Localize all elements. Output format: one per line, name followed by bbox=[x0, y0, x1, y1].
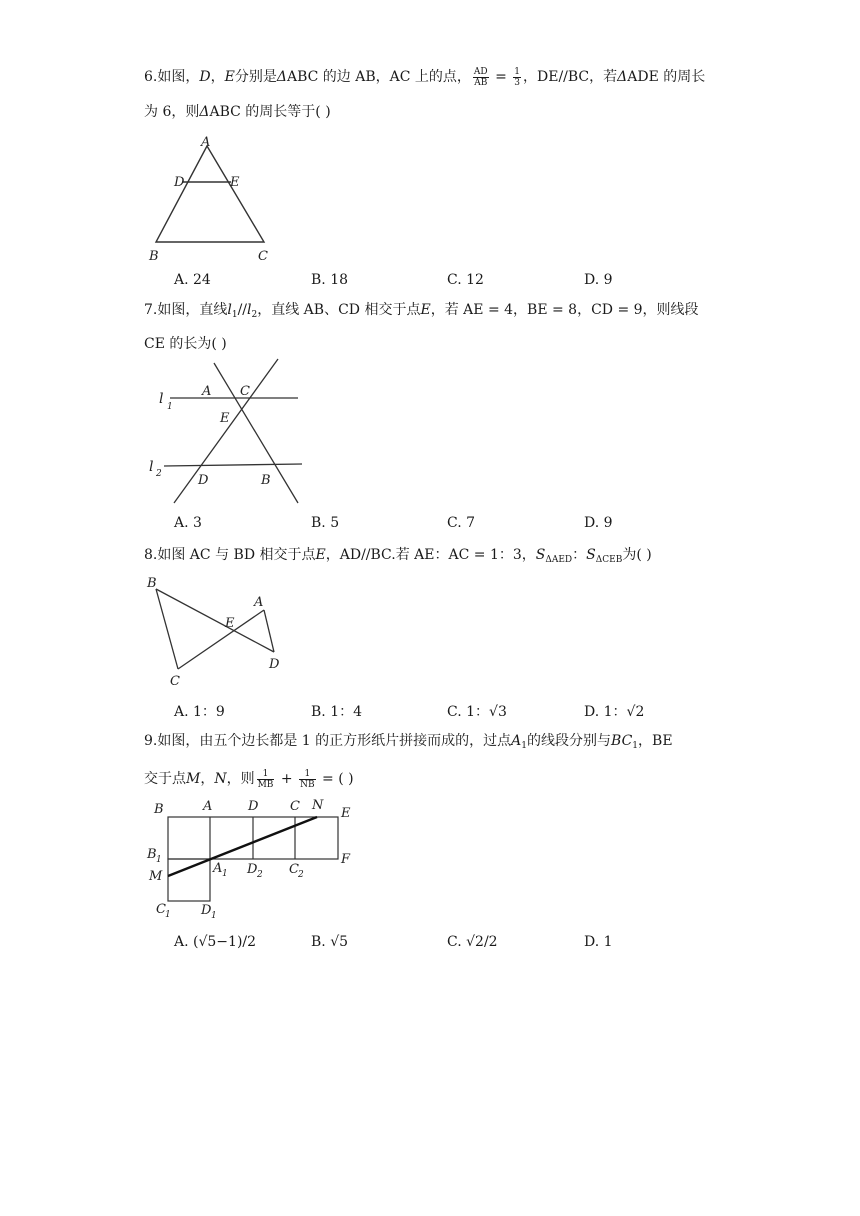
label-b: B bbox=[261, 473, 271, 488]
label-e: E bbox=[225, 616, 235, 631]
label-c: C bbox=[258, 249, 268, 264]
option-a[interactable]: A. 1：9 bbox=[174, 704, 225, 720]
label-d: D bbox=[198, 473, 209, 488]
option-b[interactable]: B. 5 bbox=[311, 515, 340, 531]
option-c[interactable]: C. √2/2 bbox=[447, 934, 498, 950]
label-m: M bbox=[149, 869, 163, 884]
option-d[interactable]: D. 1 bbox=[584, 934, 613, 950]
label-l2: l bbox=[149, 459, 154, 475]
label-d2-sub: 2 bbox=[257, 870, 263, 880]
label-d1-sub: 1 bbox=[211, 911, 217, 921]
label-l1: l bbox=[159, 391, 164, 407]
bowtie-figure-q8 bbox=[140, 572, 300, 692]
triangle-figure-q6 bbox=[140, 132, 290, 267]
label-l1-sub: 1 bbox=[167, 402, 173, 412]
label-c2-sub: 2 bbox=[298, 870, 304, 880]
label-a1: A bbox=[213, 861, 223, 876]
label-a: A bbox=[202, 384, 212, 399]
label-f: F bbox=[341, 852, 351, 867]
label-a1-sub: 1 bbox=[222, 869, 228, 879]
question-7-line-1: 7.如图，直线$l_1//l_2$，直线 AB、CD 相交于点E，若 AE = 4，BE = 8，CD = 9，则线段 bbox=[144, 302, 699, 320]
label-d: D bbox=[248, 799, 259, 814]
option-c[interactable]: C. 7 bbox=[447, 515, 476, 531]
intersecting-lines-figure-q7 bbox=[140, 355, 310, 510]
option-d[interactable]: D. 9 bbox=[584, 272, 613, 288]
label-c: C bbox=[290, 799, 300, 814]
label-a: A bbox=[201, 135, 211, 150]
question-6-line-2: 为 6，则ΔABC 的周长等于( ) bbox=[144, 104, 331, 120]
option-a[interactable]: A. (√5−1)/2 bbox=[174, 934, 257, 950]
label-a: A bbox=[203, 799, 213, 814]
label-d1: D bbox=[201, 903, 212, 918]
label-b: B bbox=[154, 802, 164, 817]
label-c2: C bbox=[289, 862, 299, 877]
label-a: A bbox=[254, 595, 264, 610]
label-b: B bbox=[147, 576, 157, 591]
label-n: N bbox=[312, 798, 324, 813]
question-9-text bbox=[144, 727, 724, 794]
question-6-line-1: 6.如图，D，E分别是ΔABC 的边 AB，AC 上的点， $\frac{AD}{AB}$ = $\frac{1}{3}$ ，DE//BC，若ΔADE 的周长 bbox=[144, 66, 706, 88]
label-b1: B bbox=[147, 847, 157, 862]
label-b: B bbox=[149, 249, 159, 264]
option-d[interactable]: D. 9 bbox=[584, 515, 613, 531]
label-c1: C bbox=[156, 902, 166, 917]
question-9-options bbox=[174, 934, 734, 956]
label-e: E bbox=[230, 175, 240, 190]
question-6-options bbox=[174, 272, 734, 294]
option-b[interactable]: B. √5 bbox=[311, 934, 349, 950]
label-e: E bbox=[341, 806, 351, 821]
fraction-ad-ab: $\frac{AD}{AB}$ bbox=[473, 66, 488, 88]
question-8-options bbox=[174, 701, 734, 723]
option-c[interactable]: C. 12 bbox=[447, 272, 484, 288]
label-l2-sub: 2 bbox=[156, 469, 162, 479]
label-c1-sub: 1 bbox=[165, 910, 171, 920]
label-d2: D bbox=[247, 862, 258, 877]
question-8-line-1: 8.如图 AC 与 BD 相交于点E，AD//BC.若 AE：AC = 1：3，$S_{\Delta AED}$：$S_{\Delta CEB}$为( ) bbox=[144, 547, 652, 565]
question-7-line-2: CE 的长为( ) bbox=[144, 336, 227, 352]
option-d[interactable]: D. 1：√2 bbox=[584, 704, 645, 720]
fraction-one-third: $\frac{1}{3}$ bbox=[514, 66, 520, 88]
label-b1-sub: 1 bbox=[156, 855, 162, 865]
label-d: D bbox=[174, 175, 185, 190]
option-b[interactable]: B. 18 bbox=[311, 272, 349, 288]
question-9-line-2: 交于点M，N，则 $\frac{1}{MB}$ + $\frac{1}{NB}$ = ( ) bbox=[144, 768, 354, 790]
fraction-one-over-mb: $\frac{1}{MB}$ bbox=[257, 768, 274, 790]
label-c: C bbox=[170, 674, 180, 689]
fraction-one-over-nb: $\frac{1}{NB}$ bbox=[300, 768, 315, 790]
question-8-text bbox=[144, 541, 724, 575]
label-e: E bbox=[220, 411, 230, 426]
question-7-text bbox=[144, 296, 724, 359]
option-b[interactable]: B. 1：4 bbox=[311, 704, 363, 720]
option-c[interactable]: C. 1：√3 bbox=[447, 704, 507, 720]
question-9-line-1: 9.如图，由五个边长都是 1 的正方形纸片拼接而成的，过点$A_1$的线段分别与$BC_1$，BE bbox=[144, 733, 673, 751]
squares-figure-q9 bbox=[140, 795, 370, 925]
option-a[interactable]: A. 3 bbox=[174, 515, 202, 531]
label-d: D bbox=[269, 657, 280, 672]
question-6-text bbox=[144, 63, 724, 127]
question-7-options bbox=[174, 515, 734, 537]
label-c: C bbox=[240, 384, 250, 399]
option-a[interactable]: A. 24 bbox=[174, 272, 211, 288]
